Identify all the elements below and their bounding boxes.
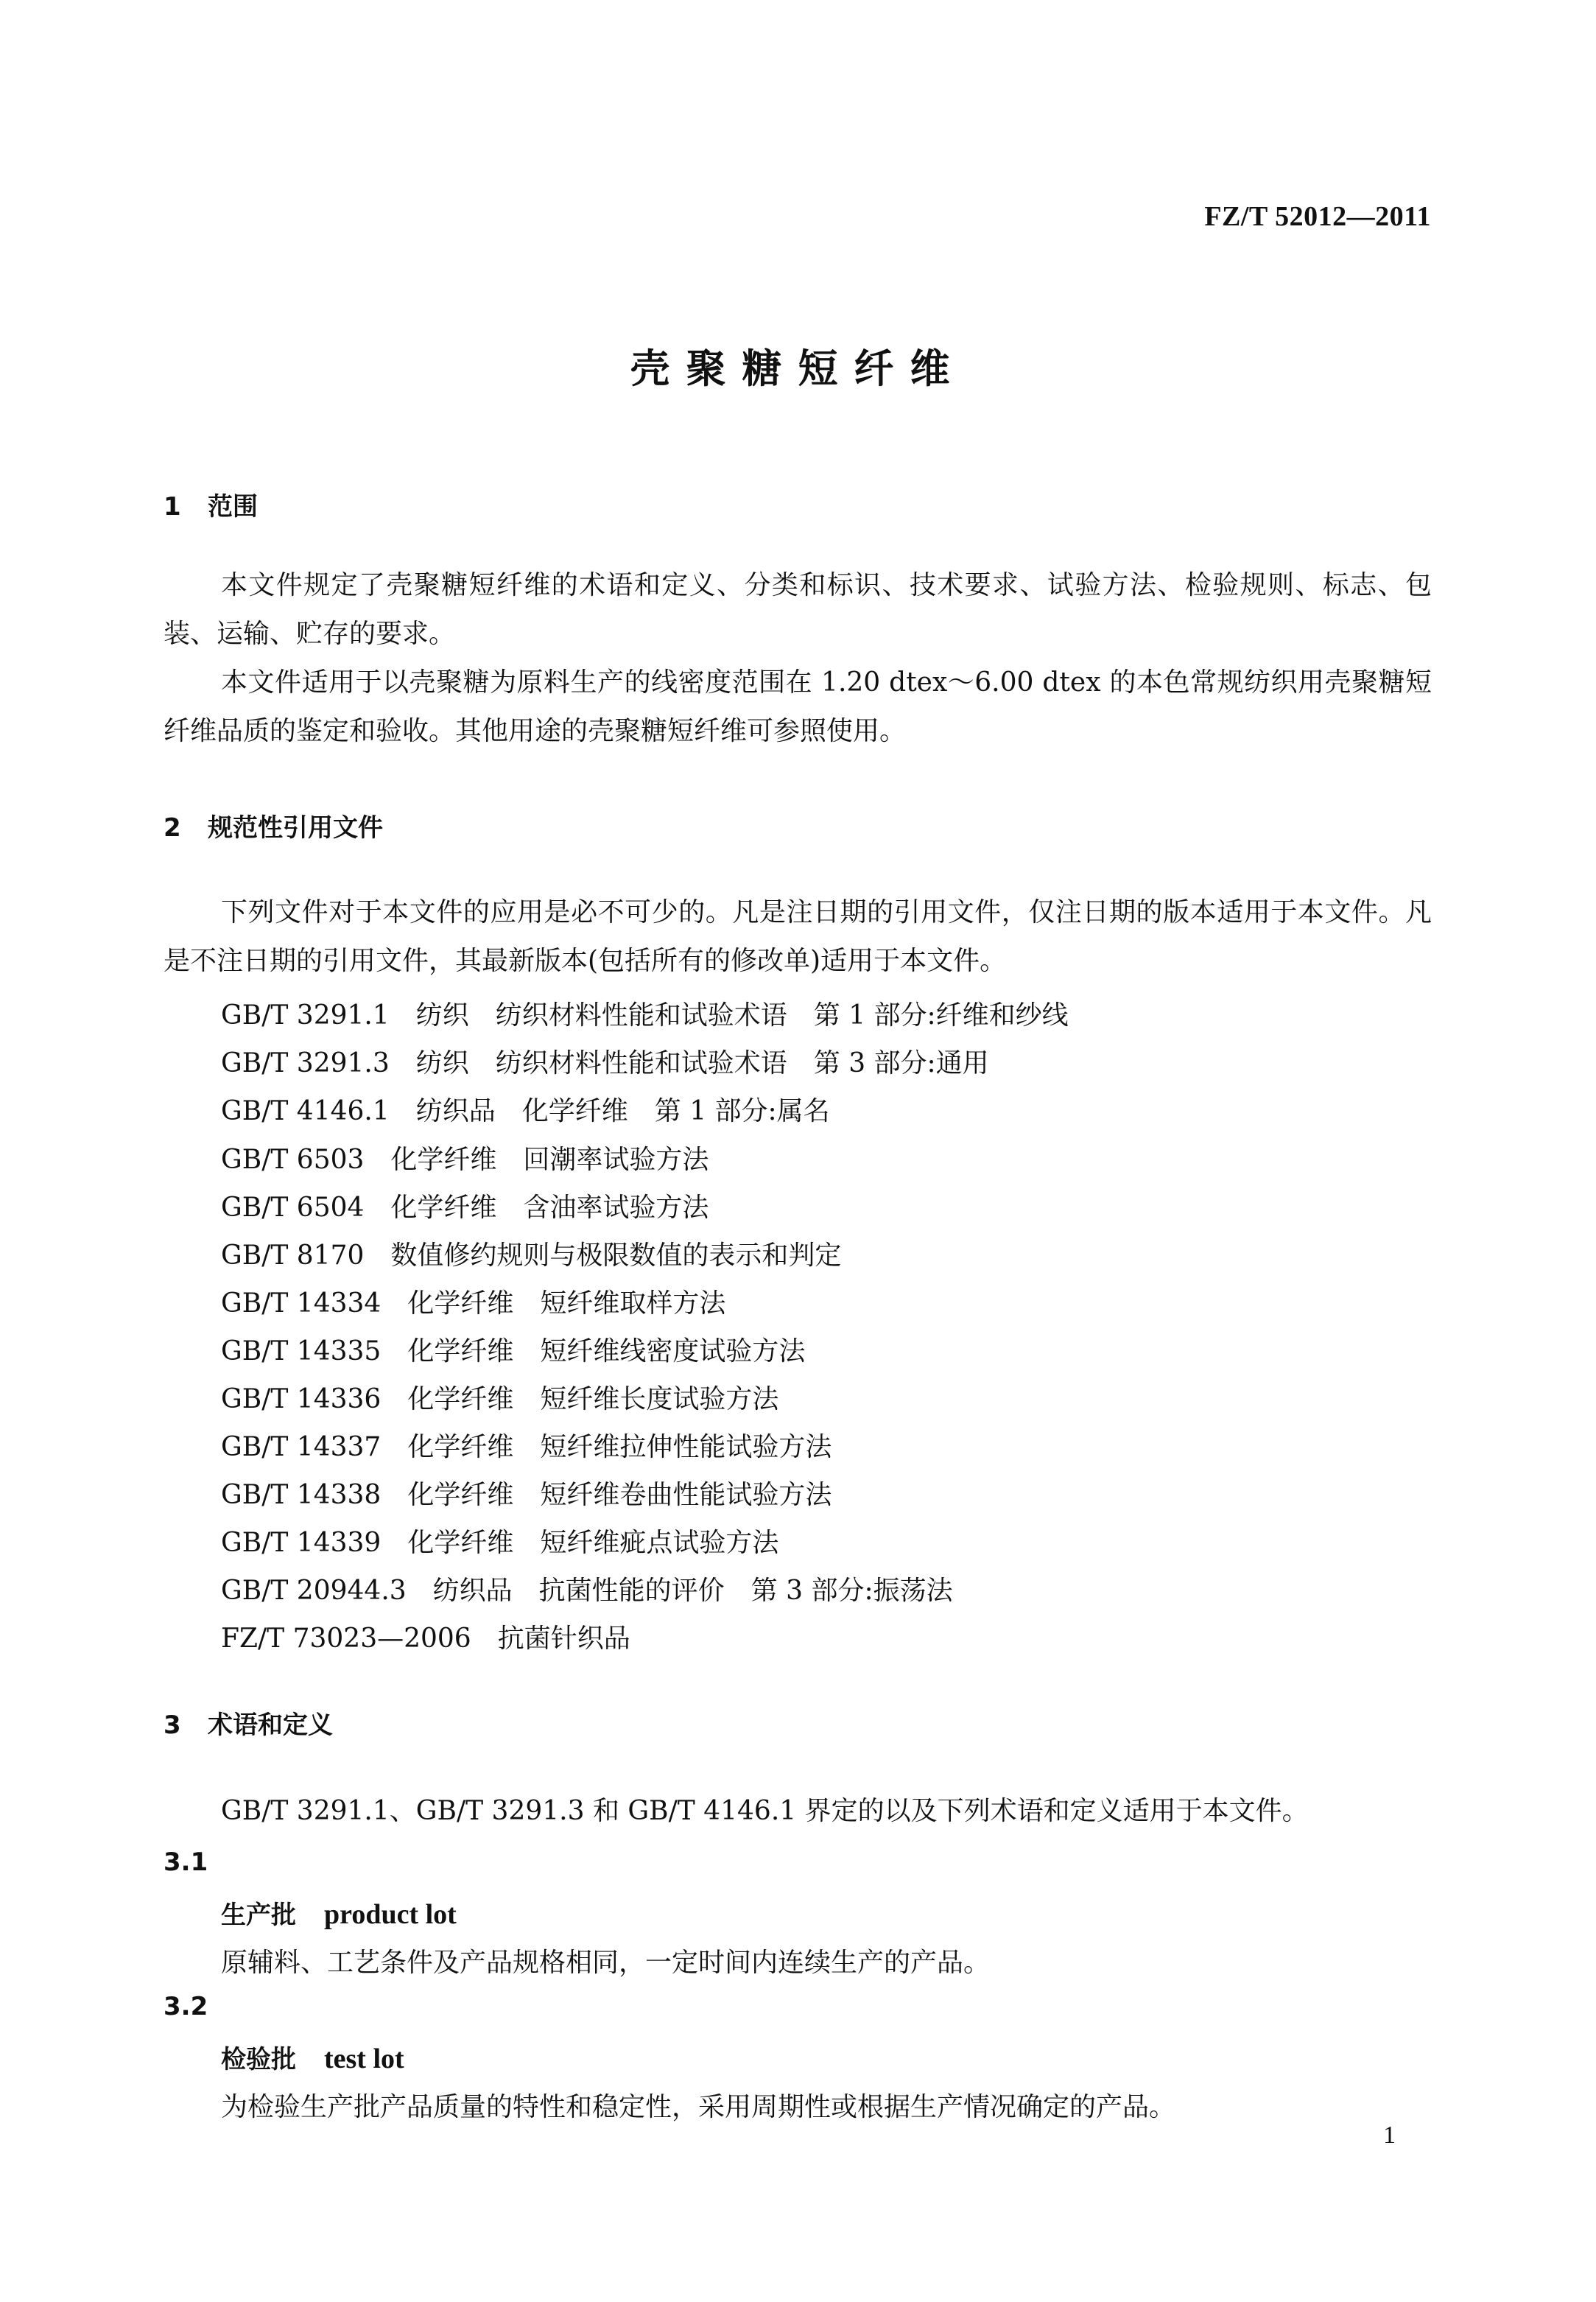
reference-item: GB/T 8170 数值修约规则与极限数值的表示和判定 [221, 1241, 842, 1271]
section-2-intro: 下列文件对于本文件的应用是必不可少的。凡是注日期的引用文件，仅注日期的版本适用于本文件。凡是不注日期的引用文件，其最新版本(包括所有的修改单)适用于本文件。 [164, 897, 1432, 976]
term-definition: 为检验生产批产品质量的特性和稳定性，采用周期性或根据生产情况确定的产品。 [221, 2092, 1176, 2122]
term-entry [221, 1895, 457, 1931]
term-english: test lot [324, 2043, 404, 2074]
reference-item: GB/T 6504 化学纤维 含油率试验方法 [221, 1193, 709, 1223]
reference-item: GB/T 14334 化学纤维 短纤维取样方法 [221, 1288, 726, 1319]
reference-item: GB/T 6503 化学纤维 回潮率试验方法 [221, 1145, 709, 1175]
standard-code: FZ/T 52012—2011 [1204, 201, 1431, 232]
section-title: 范围 [208, 492, 258, 522]
reference-item: GB/T 3291.3 纺织 纺织材料性能和试验术语 第 3 部分:通用 [221, 1048, 989, 1078]
term-chinese: 检验批 [221, 2045, 296, 2074]
term-entry [221, 2039, 404, 2075]
reference-item: GB/T 14335 化学纤维 短纤维线密度试验方法 [221, 1336, 806, 1366]
section-1-paragraph: 本文件规定了壳聚糖短纤维的术语和定义、分类和标识、技术要求、试验方法、检验规则、标志、包装、运输、贮存的要求。 [164, 570, 1432, 649]
reference-item: GB/T 14336 化学纤维 短纤维长度试验方法 [221, 1384, 779, 1414]
page-number: 1 [1383, 2122, 1396, 2149]
section-title: 术语和定义 [208, 1710, 333, 1740]
section-1-paragraph: 本文件适用于以壳聚糖为原料生产的线密度范围在 1.20 dtex～6.00 dtex 的本色常规纺织用壳聚糖短纤维品质的鉴定和验收。其他用途的壳聚糖短纤维可参照使用。 [164, 667, 1432, 746]
section-1-heading [164, 486, 258, 522]
document-title: 壳聚糖短纤维 [630, 345, 966, 392]
term-chinese: 生产批 [221, 1901, 296, 1930]
section-number: 2 [164, 813, 181, 843]
section-title: 规范性引用文件 [208, 813, 383, 843]
reference-item: GB/T 14339 化学纤维 短纤维疵点试验方法 [221, 1528, 779, 1558]
section-number: 1 [164, 492, 181, 522]
reference-item: GB/T 20944.3 纺织品 抗菌性能的评价 第 3 部分:振荡法 [221, 1576, 953, 1606]
term-number: 3.1 [164, 1847, 208, 1877]
reference-item: GB/T 3291.1 纺织 纺织材料性能和试验术语 第 1 部分:纤维和纱线 [221, 1000, 1069, 1031]
section-3-heading [164, 1705, 333, 1741]
section-2-heading [164, 807, 383, 843]
reference-item: GB/T 14337 化学纤维 短纤维拉伸性能试验方法 [221, 1432, 832, 1462]
term-number: 3.2 [164, 1992, 208, 2021]
term-definition: 原辅料、工艺条件及产品规格相同，一定时间内连续生产的产品。 [221, 1948, 991, 1978]
section-3-intro: GB/T 3291.1、GB/T 3291.3 和 GB/T 4146.1 界定的以及下列术语和定义适用于本文件。 [221, 1796, 1309, 1826]
reference-item: GB/T 14338 化学纤维 短纤维卷曲性能试验方法 [221, 1480, 832, 1510]
section-number: 3 [164, 1710, 181, 1740]
reference-item: GB/T 4146.1 纺织品 化学纤维 第 1 部分:属名 [221, 1096, 830, 1126]
term-english: product lot [324, 1899, 457, 1930]
reference-item: FZ/T 73023—2006 抗菌针织品 [221, 1624, 630, 1654]
